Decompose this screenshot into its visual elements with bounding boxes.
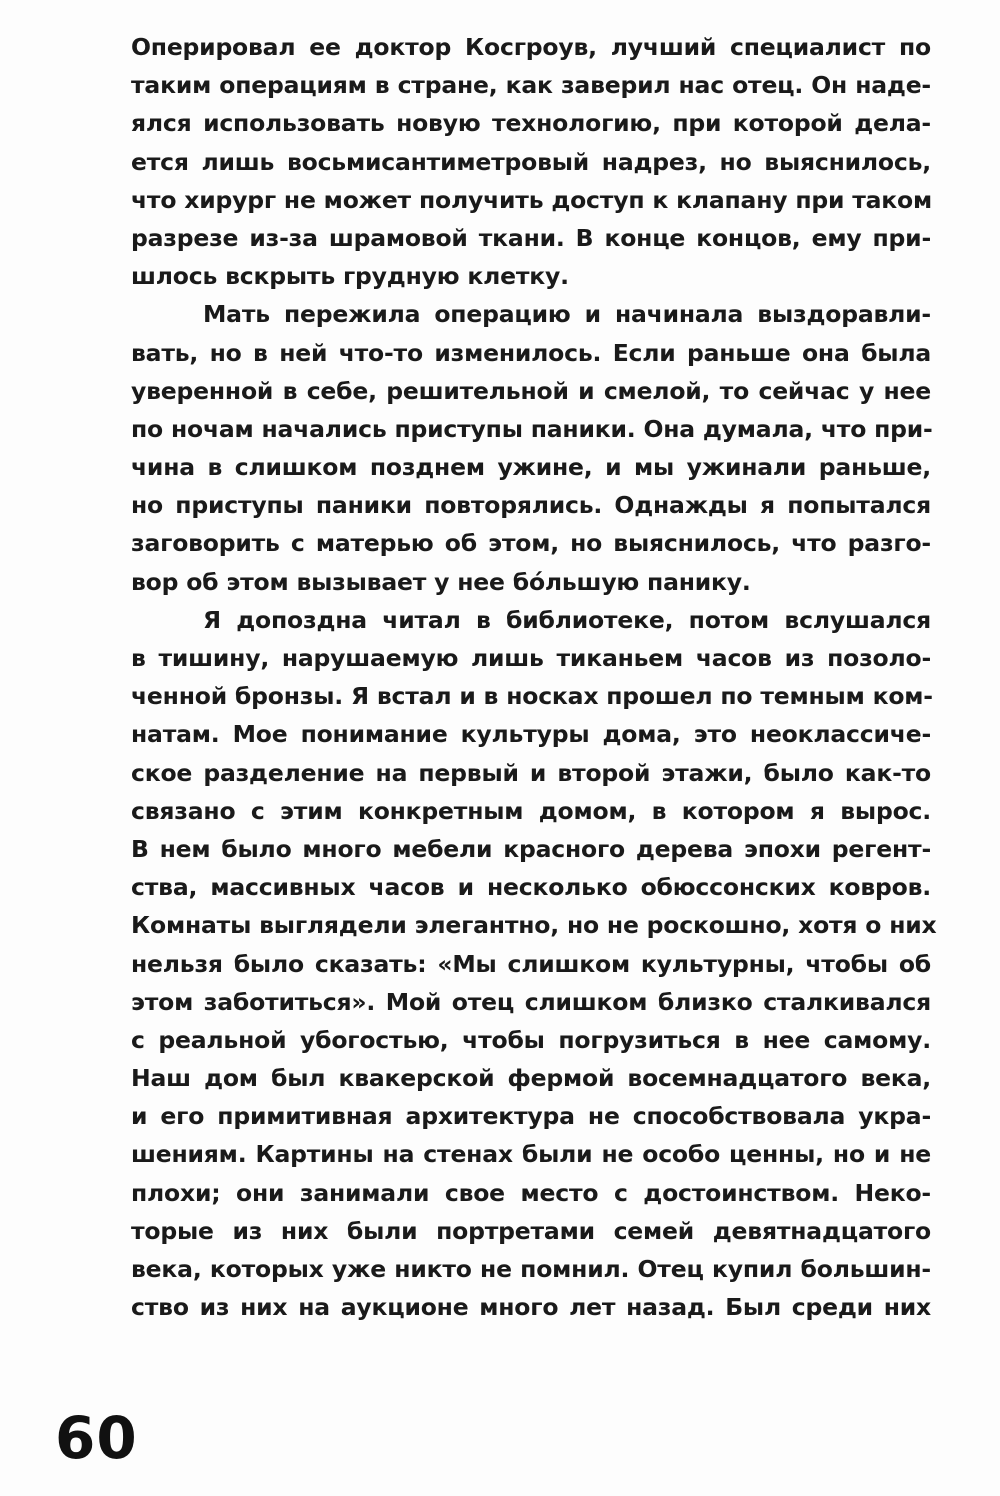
text-line: ченной бронзы. Я встал и в носках прошел по темным ком-	[131, 682, 933, 711]
paragraph	[131, 28, 931, 295]
text-line: уверенной в себе, решительной и смелой, то сейчас у нее	[131, 376, 931, 405]
text-line: натам. Мое понимание культуры дома, это неоклассиче-	[131, 720, 931, 749]
text-line: связано с этим конкретным домом, в котором я вырос.	[131, 796, 931, 825]
text-line: но приступы паники повторялись. Однажды я попытался	[131, 491, 931, 520]
text-line: ство из них на аукционе много лет назад. Был среди них	[131, 1293, 931, 1322]
text-line: Оперировал ее доктор Косгроув, лучший специалист по	[131, 33, 931, 61]
text-line: и его примитивная архитектура не способствовала укра-	[131, 1102, 931, 1131]
text-line: торые из них были портретами семей девятнадцатого	[131, 1216, 931, 1245]
text-line: таким операциям в стране, как заверил нас отец. Он наде-	[131, 71, 931, 100]
text-line: этом заботиться». Мой отец слишком близко сталкивался	[131, 987, 931, 1016]
text-line: разрезе из-за шрамовой ткани. В конце концов, ему при-	[131, 223, 931, 252]
text-line: шлось вскрыть грудную клетку.	[131, 262, 569, 291]
text-line: плохи; они занимали свое место с достоинством. Неко-	[131, 1178, 931, 1207]
text-line: чина в слишком позднем ужине, и мы ужинали раньше,	[131, 453, 931, 482]
text-line: нельзя было сказать: «Мы слишком культурны, чтобы об	[131, 949, 931, 978]
body-text	[131, 28, 937, 1326]
text-line: что хирург не может получить доступ к клапану при таком	[131, 185, 933, 214]
text-line: Наш дом был квакерской фермой восемнадцатого века,	[131, 1064, 931, 1093]
text-line: века, которых уже никто не помнил. Отец купил большин-	[131, 1255, 931, 1283]
text-line: Я допоздна читал в библиотеке, потом вслушался	[203, 605, 931, 634]
text-line: ется лишь восьмисантиметровый надрез, но выяснилось,	[131, 147, 931, 176]
paragraph	[131, 601, 937, 1327]
text-line: вор об этом вызывает у нее бóльшую панику.	[131, 567, 751, 596]
text-line: В нем было много мебели красного дерева эпохи регент-	[131, 834, 931, 863]
text-line: ства, массивных часов и несколько обюссонских ковров.	[131, 873, 931, 902]
text-line: Мать пережила операцию и начинала выздоравли-	[203, 300, 931, 329]
text-line: в тишину, нарушаемую лишь тиканьем часов из позоло-	[131, 644, 931, 672]
text-line: с реальной убогостью, чтобы погрузиться в нее самому.	[131, 1025, 931, 1054]
text-line: ское разделение на первый и второй этажи, было как-то	[131, 758, 931, 787]
paragraph	[131, 295, 931, 601]
text-line: заговорить с матерью об этом, но выяснилось, что разго-	[131, 529, 931, 558]
text-line: вать, но в ней что-то изменилось. Если раньше она была	[131, 338, 931, 367]
text-line: шениям. Картины на стенах были не особо ценны, но и не	[131, 1140, 931, 1169]
page-number: 60	[55, 1404, 138, 1472]
text-line: по ночам начались приступы паники. Она думала, что при-	[131, 414, 933, 443]
text-line: Комнаты выглядели элегантно, но не роскошно, хотя о них	[131, 911, 937, 940]
text-line: ялся использовать новую технологию, при которой дела-	[131, 109, 931, 138]
